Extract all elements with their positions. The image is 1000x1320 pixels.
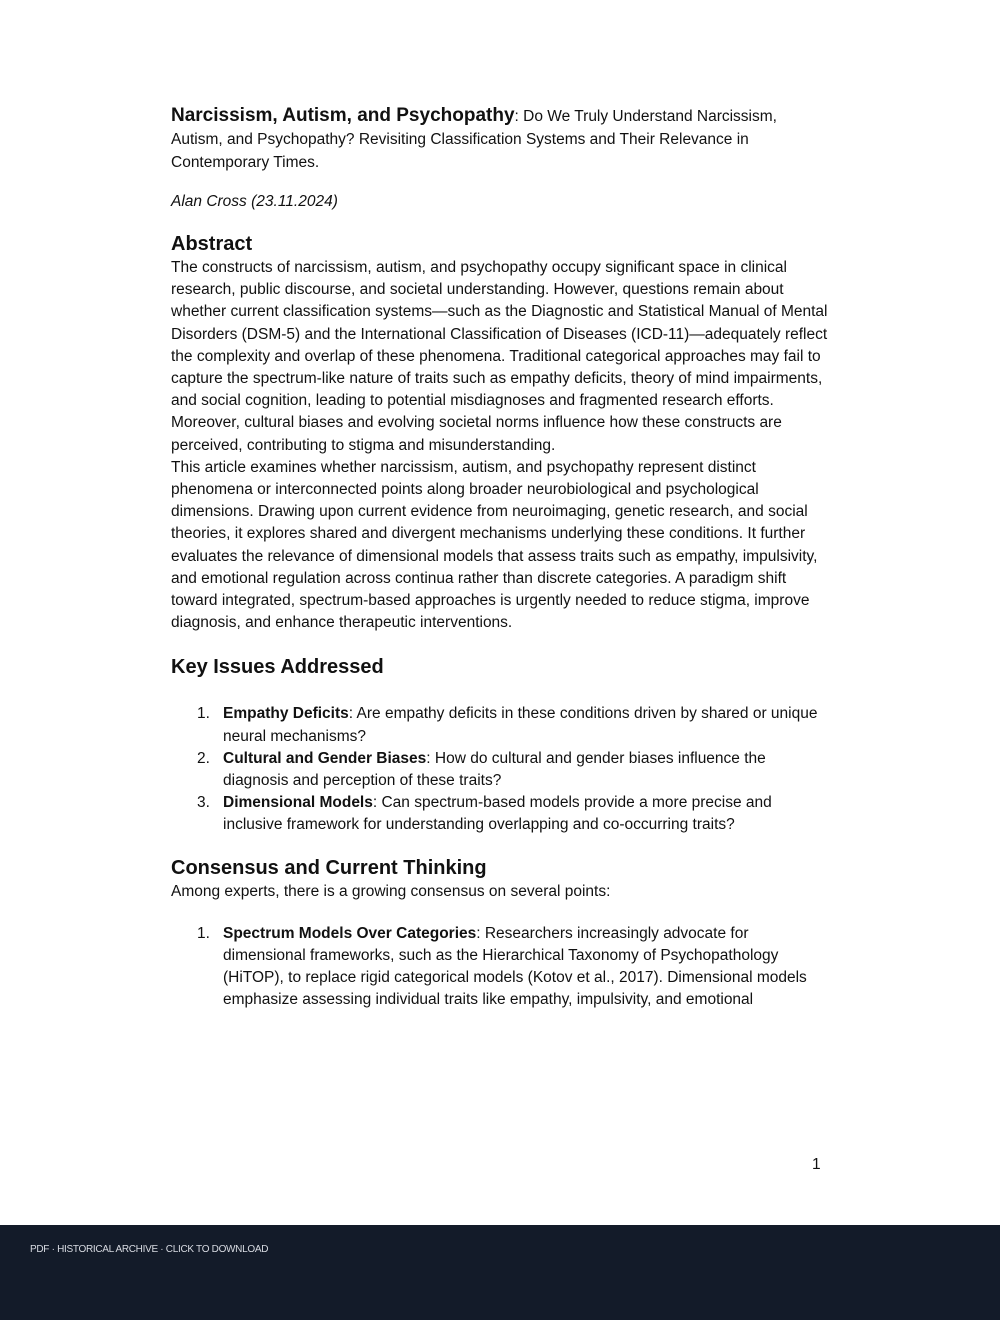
abstract-heading: Abstract — [171, 233, 253, 255]
footer-bar[interactable] — [0, 1225, 1000, 1320]
consensus-list — [171, 923, 831, 1012]
list-number: 3. — [197, 794, 210, 812]
list-number: 1. — [197, 924, 210, 942]
document-content — [171, 104, 831, 1012]
title-bold: Narcissism, Autism, and Psychopathy — [171, 105, 515, 126]
consensus-intro: Among experts, there is a growing consensus on several points: — [171, 882, 611, 900]
list-text: : How do cultural and gender biases influence the diagnosis and perception of these traits? — [223, 749, 766, 790]
list-item — [171, 703, 831, 747]
list-number: 1. — [197, 705, 210, 723]
page-number: 1 — [812, 1156, 821, 1173]
list-item — [171, 792, 831, 836]
abstract-paragraph: This article examines whether narcissism, autism, and psychopathy represent distinct phenomena or interconnected points along broader neurobiological and psychological dimensions. Drawing upon current evidence from neuroimaging, genetic research, and social theories, it explores shared and divergent mechanisms underlying these conditions. It further evaluates the relevance of dimensional models that assess traits such as empathy, impulsivity, and emotional regulation across continua rather than discrete categories. A paradigm shift toward integrated, spectrum-based approaches is urgently needed to reduce stigma, improve diagnosis, and enhance therapeutic interventions. — [171, 458, 818, 632]
list-item — [171, 923, 831, 1012]
author-line: Alan Cross (23.11.2024) — [171, 193, 338, 210]
download-link[interactable]: PDF · HISTORICAL ARCHIVE · CLICK TO DOWNLOAD — [30, 1244, 269, 1255]
abstract-paragraph: The constructs of narcissism, autism, and psychopathy occupy significant space in clinical research, public discourse, and societal understanding. However, questions remain about whether current classification systems—such as the Diagnostic and Statistical Manual of Mental Disorders (DSM-5) and the International Classification of Diseases (ICD-11)—adequately reflect the complexity and overlap of these phenomena. Traditional categorical approaches may fail to capture the spectrum-like nature of traits such as empathy deficits, theory of mind impairments, and social cognition, leading to potential misdiagnoses and fragmented research efforts. Moreover, cultural biases and evolving societal norms influence how these constructs are perceived, contributing to stigma and misunderstanding. — [171, 259, 828, 454]
list-number: 2. — [197, 749, 210, 767]
list-text: : Researchers increasingly advocate for dimensional frameworks, such as the Hierarchical Taxonomy of Psychopathology (HiTOP), to replace rigid categorical models (Kotov et al., 2017). Dimensional models emphasize assessing individual traits like empathy, impulsivity, and emotional — [223, 924, 807, 1009]
list-term: Cultural and Gender Biases — [223, 749, 427, 767]
list-item — [171, 748, 831, 792]
list-term: Dimensional Models — [223, 794, 373, 812]
title-subtitle: : Do We Truly Understand Narcissism, Autism, and Psychopathy? Revisiting Classification Systems and Their Relevance in Contemporary Times. — [171, 108, 777, 171]
document-title — [171, 104, 831, 174]
key-issues-list — [171, 703, 831, 836]
key-issues-heading: Key Issues Addressed — [171, 656, 384, 679]
list-text: : Can spectrum-based models provide a more precise and inclusive framework for understanding overlapping and co-occurring traits? — [223, 794, 772, 834]
consensus-heading: Consensus and Current Thinking — [171, 856, 487, 879]
list-text: : Are empathy deficits in these conditions driven by shared or unique neural mechanisms? — [223, 705, 818, 745]
list-term: Spectrum Models Over Categories — [223, 924, 477, 942]
list-term: Empathy Deficits — [223, 705, 349, 723]
